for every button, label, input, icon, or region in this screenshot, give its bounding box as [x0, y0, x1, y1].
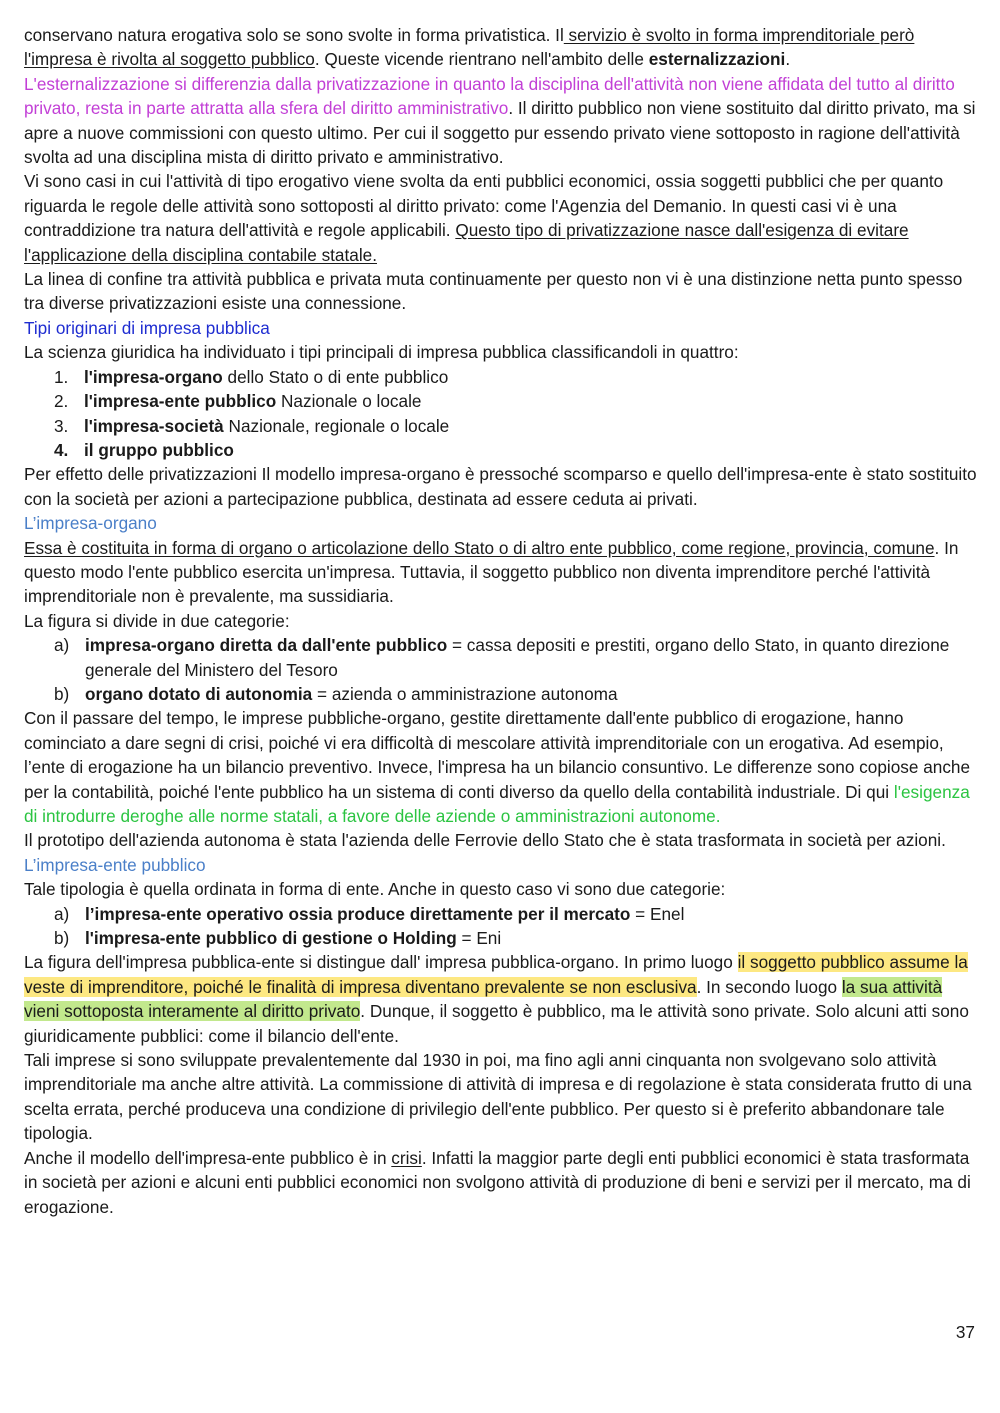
heading-impresa-ente-pubblico: L’impresa-ente pubblico: [24, 854, 206, 875]
paragraph-due-categorie: La figura si divide in due categorie:: [24, 610, 290, 631]
paragraph-classificazione: La scienza giuridica ha individuato i tipi principali di impresa pubblica classificandoli in quattro:: [24, 342, 739, 363]
list-item: 3. l'impresa-società Nazionale, regionale o locale: [54, 415, 450, 436]
paragraph-esternalizzazione-definition: L'esternalizzazione si differenzia dalla privatizzazione in quanto la disciplina dell'attività non viene affidata del tutto al diritto privato, resta in parte attratta alla sfera del diritto amministrativo. Il diritto pubblico non viene sostituito dal diritto privato, ma si apre a nuove commissioni con questo ultimo. Per cui il soggetto pur essendo privato viene sottoposto in ragione dell'attività svolta ad una disciplina mista di diritto privato e amministrativo.: [24, 73, 976, 168]
heading-impresa-organo: L’impresa-organo: [24, 513, 157, 534]
paragraph-ferrovie: Il prototipo dell'azienda autonoma è stata l'azienda delle Ferrovie dello Stato che è stata trasformata in società per azioni.: [24, 830, 946, 851]
paragraph-enti-pubblici-economici: Vi sono casi in cui l'attività di tipo erogativo viene svolta da enti pubblici economici, ossia soggetti pubblici che per quanto riguarda le regole delle attività sono sottoposti al diritto privato: come l'Agenzia del Demanio. In questi casi vi è una contraddizione tra natura dell'attività e regole applicabili. Questo tipo di privatizzazione nasce dall'esigenza di evitare l'applicazione della disciplina contabile statale.: [24, 171, 944, 265]
paragraph-crisi-imprese-organo: Con il passare del tempo, le imprese pubbliche-organo, gestite direttamente dall'ente pubblico di erogazione, hanno cominciato a dare segni di crisi, poiché vi era difficoltà di mescolare attività imprenditoriale con un erogativa. Ad esempio, l’ente di erogazione ha un bilancio preventivo. Invece, l'impresa ha un bilancio consuntivo. Le differenze sono copiose anche per la contabilità, poiché l'ente pubblico ha un sistema di conti diverso da quello della contabilità industriale. Di qui l'esigenza di introdurre deroghe alle norme statali, a favore delle aziende o amministrazioni autonome.: [24, 708, 971, 826]
list-item: 1. l'impresa-organo dello Stato o di ente pubblico: [54, 366, 449, 387]
list-item: a) l’impresa-ente operativo ossia produce direttamente per il mercato = Enel: [54, 903, 685, 924]
list-item: a) impresa-organo diretta da dall'ente pubblico = cassa depositi e prestiti, organo dello Stato, in quanto direzione generale del Ministero del Tesoro: [54, 635, 950, 680]
heading-tipi-originari: Tipi originari di impresa pubblica: [24, 317, 270, 338]
highlight-yellow: il soggetto pubblico assume la veste di imprenditore, poiché le finalità di impresa diventano prevalente se non esclusiva: [24, 952, 968, 997]
paragraph-tipologia-ente: Tale tipologia è quella ordinata in forma di ente. Anche in questo caso vi sono due categorie:: [24, 879, 726, 900]
paragraph-esternalizzazioni: conservano natura erogativa solo se sono svolte in forma privatistica. Il servizio è svolto in forma imprenditoriale però l'impresa è rivolta al soggetto pubblico. Queste vicende rientrano nell'ambito delle esternalizzazioni.: [24, 25, 915, 70]
numbered-list-tipi: [24, 365, 980, 463]
paragraph-crisi-impresa-ente: Anche il modello dell'impresa-ente pubblico è in crisi. Infatti la maggior parte degli enti pubblici economici è stata trasformata in società per azioni e alcuni enti pubblici economici non svolgono attività di produzione di beni e servizi per il mercato, ma di erogazione.: [24, 1147, 971, 1217]
page-number: 37: [955, 1322, 975, 1342]
list-item: 4. il gruppo pubblico: [54, 439, 234, 460]
paragraph-sviluppo-1930: Tali imprese si sono sviluppate prevalentemente dal 1930 in poi, ma fino agli anni cinquanta non svolgevano solo attività imprenditoriale ma anche altre attività. La commissione di attività di impresa e di regolazione è stata considerata frutto di una scelta errata, perché produceva una condizione di privilegio dell'ente pubblico. Per questo si è preferito abbandonare tale tipologia.: [24, 1050, 972, 1144]
document-page: [24, 23, 980, 1219]
list-item: b) l'impresa-ente pubblico di gestione o Holding = Eni: [54, 928, 502, 949]
paragraph-distinzione-ente-organo: La figura dell'impresa pubblica-ente si distingue dall' impresa pubblica-organo. In primo luogo il soggetto pubblico assume la veste di imprenditore, poiché le finalità di impresa diventano prevalente se non esclusiva. In secondo luogo la sua attività vieni sottoposta interamente al diritto privato. Dunque, il soggetto è pubblico, ma le attività sono private. Solo alcuni atti sono giuridicamente pubblici: come il bilancio dell'ente.: [24, 952, 969, 1046]
list-item: 2. l'impresa-ente pubblico Nazionale o locale: [54, 391, 422, 412]
lettered-list-impresa-organo: [24, 633, 980, 706]
paragraph-effetto-privatizzazioni: Per effetto delle privatizzazioni Il modello impresa-organo è pressoché scomparso e quello dell'impresa-ente è stato sostituito con la società per azioni a partecipazione pubblica, destinata ad essere ceduta ai privati.: [24, 464, 977, 509]
lettered-list-impresa-ente: [24, 902, 980, 951]
paragraph-linea-di-confine: La linea di confine tra attività pubblica e privata muta continuamente per questo non vi è una distinzione netta punto spesso tra diverse privatizzazioni esiste una connessione.: [24, 269, 963, 314]
paragraph-impresa-organo-definition: Essa è costituita in forma di organo o articolazione dello Stato o di altro ente pubblico, come regione, provincia, comune. In questo modo l'ente pubblico esercita un'impresa. Tuttavia, il soggetto pubblico non diventa imprenditore perché l'attività imprenditoriale non è prevalente, ma sussidiaria.: [24, 537, 959, 607]
highlight-green: la sua attività vieni sottoposta interamente al diritto privato: [24, 976, 943, 1022]
list-item: b) organo dotato di autonomia = azienda o amministrazione autonoma: [54, 683, 618, 704]
